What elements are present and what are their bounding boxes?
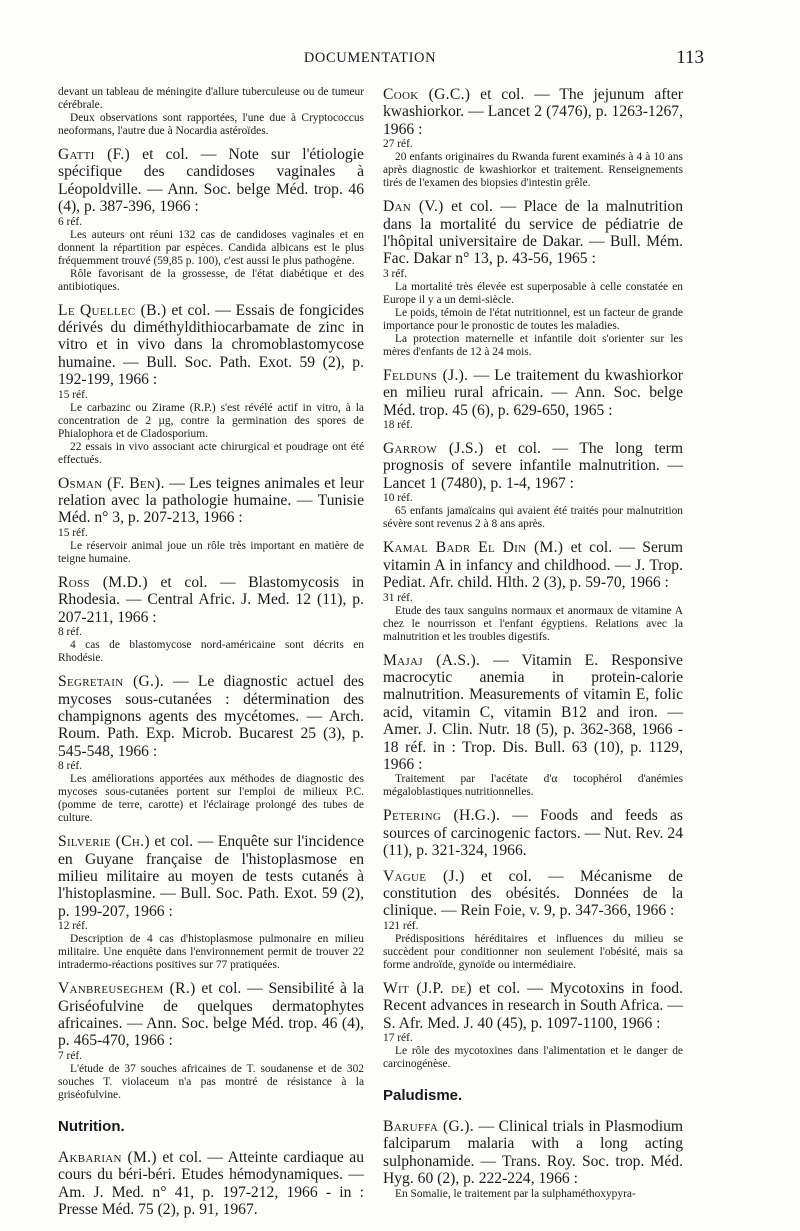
entry-text: et col. — Essais de fongicides dérivés du diméthyldithiocarbamate de zinc in vitro et in vivo dans la chromoblastomycose humaine. — Bull. Soc. Path. Exot. 59 (2), p. 192-199, 1966 : bbox=[58, 301, 365, 389]
abstract-line: 20 enfants originaires du Rwanda furent examinés à 4 à 10 ans après diagnostic de kwashiorkor et traitement. Renseignements tirés de l'examen des biopsies d'intestin grêle. bbox=[383, 151, 683, 190]
entry-author: Le Quellec (B.) bbox=[58, 301, 167, 319]
section-heading-nutrition: Nutrition. bbox=[58, 1117, 125, 1135]
entry-ref-count: 27 réf. bbox=[383, 138, 413, 151]
entry-author: Petering (H.G.). bbox=[383, 807, 501, 825]
bibliography-entry bbox=[383, 367, 683, 432]
abstract-line: 22 essais in vivo associant acte chirurgical et poudrage ont été effectués. bbox=[58, 440, 364, 466]
entry-ref-count: 7 réf. bbox=[58, 1049, 83, 1062]
entry-author: Vanbreuseghem (R.) bbox=[58, 980, 196, 998]
bibliography-entry bbox=[58, 1149, 364, 1219]
entry-ref-count: 15 réf. bbox=[58, 526, 88, 539]
abstract-line: Description de 4 cas d'histoplasmose pulmonaire en milieu militaire. Une enquête dans l'environnement permit de trouver 22 intradermo-réactions positives sur 77 pratiquées. bbox=[58, 933, 364, 972]
bibliography-entry bbox=[58, 833, 364, 972]
bibliography-entry bbox=[383, 807, 683, 859]
abstract-line: Le poids, témoin de l'état nutritionnel, est un facteur de grande importance pour le pronostic de toutes les maladies. bbox=[383, 306, 683, 332]
bibliography-entry bbox=[383, 86, 683, 190]
bibliography-entry bbox=[383, 980, 683, 1071]
abstract-line: En Somalie, le traitement par la sulphaméthoxypyra- bbox=[395, 1187, 636, 1200]
entry-ref-count: 31 réf. bbox=[383, 591, 413, 604]
entry-author: Segretain (G.). bbox=[58, 673, 164, 691]
entry-ref-count: 3 réf. bbox=[383, 267, 408, 280]
entry-author: Akbarian (M.) bbox=[58, 1148, 157, 1166]
entry-text: — Clinical trials in Plasmodium falciparum malaria with a long acting sulphonamide. — Trans. Roy. Soc. trop. Méd. Hyg. 60 (2), p. 222-224, 1966 : bbox=[383, 1118, 684, 1188]
bibliography-entry bbox=[383, 198, 683, 359]
abstract-line: 65 enfants jamaïcains qui avaient été traités pour malnutrition sévère sont revenus 2 à 8 ans après. bbox=[383, 505, 683, 531]
abstract-line: Les auteurs ont réuni 132 cas de candidoses vaginales et en donnent la répartition par espèces. Candida albicans est le plus fréquemment trouvé (59,85 p. 100), c'est aussi le plus pathogène. bbox=[58, 228, 364, 267]
right-column bbox=[383, 86, 683, 1209]
abstract-line: Traitement par l'acétate d'α tocophérol d'anémies mégaloblastiques nutritionnelles. bbox=[383, 773, 683, 799]
abstract-line: devant un tableau de méningite d'allure tuberculeuse ou de tumeur cérébrale. bbox=[58, 86, 364, 111]
abstract-line: 4 cas de blastomycose nord-américaine sont décrits en Rhodésie. bbox=[58, 639, 364, 665]
bibliography-entry bbox=[383, 652, 683, 800]
entry-ref-count: 18 réf. bbox=[383, 419, 413, 432]
entry-author: Vague (J.) bbox=[383, 867, 465, 885]
entry-author: Garrow (J.S.) bbox=[383, 440, 484, 458]
entry-ref-count: 12 réf. bbox=[58, 920, 88, 933]
entry-text: — Vitamin E. Responsive macrocytic anemia in protein-calorie malnutrition. Measurements of vitamin E, folic acid, vitamin C, vitamin B12 and iron. — Amer. J. Clin. Nutr. 18 (5), p. 362-368, 1966 - 18 réf. in : Trop. Dis. Bull. 63 (10), p. 1129, 1966 : bbox=[383, 651, 683, 773]
entry-text: — Le traitement du kwashiorkor en milieu rural africain. — Ann. Soc. belge Méd. trop. 45 (6), p. 629-650, 1965 : bbox=[383, 366, 683, 419]
entry-author: Gatti (F.) bbox=[58, 146, 130, 163]
abstract-line: Prédispositions héréditaires et influences du milieu se succèdent pour conditionner non seulement l'obésité, mais sa forme androïde, gynoïde ou intermédiaire. bbox=[383, 932, 683, 971]
entry-ref-count: 15 réf. bbox=[58, 388, 88, 401]
entry-text: — Foods and feeds as sources of carcinogenic factors. — Nut. Rev. 24 (11), p. 321-324, 1966. bbox=[383, 807, 683, 860]
entry-text: et col. — Blastomycosis in Rhodesia. — Central Afric. J. Med. 12 (11), p. 207-211, 1966 : bbox=[58, 573, 364, 626]
abstract-line: Etude des taux sanguins normaux et anormaux de vitamine A chez le nourrisson et l'enfant égyptiens. Relations avec la malnutrition et les troubles digestifs. bbox=[383, 604, 683, 643]
left-column bbox=[58, 86, 364, 1226]
entry-ref-count: 8 réf. bbox=[58, 760, 83, 773]
entry-text: et col. — Enquête sur l'incidence en Guyane française de l'histoplasmose en milieu militaire au moyen de tests cutanés à l'histoplasmine. — Bull. Soc. Path. Exot. 59 (2), p. 199-207, 1966 : bbox=[58, 833, 365, 920]
entry-author: Felduns (J.). bbox=[383, 366, 469, 384]
entry-text: et col. — Mycotoxins in food. Recent advances in research in South Africa. — S. Afr. Med. J. 40 (45), p. 1097-1100, 1966 : bbox=[383, 979, 684, 1032]
bibliography-entry bbox=[58, 980, 364, 1102]
bibliography-entry bbox=[58, 574, 364, 665]
bibliography-entry bbox=[58, 673, 364, 825]
entry-author: Baruffa (G.). bbox=[383, 1118, 474, 1135]
entry-text: et col. — Mécanisme de constitution des obésités. Données de la clinique. — Rein Foie, v. 9, p. 347-366, 1966 : bbox=[383, 867, 683, 920]
entry-author: Kamal Badr El Din (M.) bbox=[383, 539, 564, 557]
bibliography-entry bbox=[58, 302, 364, 467]
entry-text: et col. — The long term prognosis of severe infantile malnutrition. — Lancet 1 (7480), p. 1-4, 1967 : bbox=[383, 440, 683, 492]
entry-author: Osman (F. Ben). bbox=[58, 474, 165, 492]
entry-text: et col. — Place de la malnutrition dans la mortalité du service de pédiatrie de l'hôpital universitaire de Dakar. — Bull. Mém. Fac. Dakar n° 13, p. 43-56, 1965 : bbox=[383, 198, 684, 268]
entry-ref-count: 10 réf. bbox=[383, 492, 413, 505]
bibliography-entry bbox=[58, 146, 364, 294]
entry-ref-count: 8 réf. bbox=[58, 626, 83, 639]
entry-author: Ross (M.D.) bbox=[58, 573, 148, 591]
bibliography-entry bbox=[383, 868, 683, 972]
abstract-line: Le rôle des mycotoxines dans l'alimentation et le danger de carcinogénèse. bbox=[383, 1045, 683, 1070]
page-header bbox=[0, 47, 800, 74]
abstract-line: La mortalité très élevée est superposable à celle constatée en Europe il y a un demi-siècle. bbox=[383, 280, 683, 306]
entry-text: et col. — The jejunum after kwashiorkor. — Lancet 2 (7476), p. 1263-1267, 1966 : bbox=[383, 86, 683, 138]
running-title: DOCUMENTATION bbox=[303, 50, 437, 66]
abstract-line: Deux observations sont rapportées, l'une due à Cryptococcus neoformans, l'autre due à Nocardia astéroïdes. bbox=[58, 112, 364, 137]
abstract-line: Le réservoir animal joue un rôle très important en matière de teigne humaine. bbox=[58, 539, 364, 565]
bibliography-entry bbox=[383, 440, 683, 531]
abstract-line: Le carbazinc ou Zirame (R.P.) s'est révélé actif in vitro, à la concentration de 2 µg, contre la germination des spores de Phialophora et de Cladosporium. bbox=[58, 401, 364, 440]
entry-author: Cook (G.C.) bbox=[383, 86, 471, 103]
abstract-line: Rôle favorisant de la grossesse, de l'état diabétique et des antibiotiques. bbox=[58, 267, 364, 293]
entry-ref-count: 121 réf. bbox=[383, 919, 419, 932]
entry-author: Dan (V.) bbox=[383, 198, 444, 216]
entry-author: Silverie (Ch.) bbox=[58, 833, 150, 851]
section-heading-paludisme: Paludisme. bbox=[383, 1087, 463, 1104]
bibliography-entry bbox=[58, 475, 364, 566]
bibliography-entry bbox=[383, 539, 683, 643]
entry-text: — Les teignes animales et leur relation avec la pathologie humaine. — Tunisie Méd. n° 3, p. 207-213, 1966 : bbox=[58, 474, 364, 527]
entry-text: — Le diagnostic actuel des mycoses sous-cutanées : détermination des champignons agents des mycétomes. — Arch. Roum. Path. Exp. Microb. Bucarest 25 (3), p. 545-548, 1966 : bbox=[58, 673, 364, 760]
entry-author: Wit (J.P. de) bbox=[383, 979, 472, 997]
bibliography-entry bbox=[383, 1118, 683, 1201]
entry-text: et col. — Sensibilité à la Griséofulvine de quelques dermatophytes africaines. — Ann. Soc. belge Méd. trop. 46 (4), p. 465-470, 1966 : bbox=[58, 980, 364, 1050]
abstract-line: La protection maternelle et infantile doit s'orienter sur les mères d'enfants de 12 à 24 mois. bbox=[383, 332, 683, 358]
entry-ref-count: 17 réf. bbox=[383, 1032, 413, 1044]
entry-ref-count: 6 réf. bbox=[58, 215, 83, 228]
abstract-line: Les améliorations apportées aux méthodes de diagnostic des mycoses sous-cutanées portent sur l'emploi de milieux P.C. (pomme de terre, carotte) et l'éclairage prolongé des tubes de culture. bbox=[58, 773, 364, 825]
page-number: 113 bbox=[676, 47, 704, 68]
intro-fragment bbox=[58, 86, 364, 138]
entry-text: et col. — Atteinte cardiaque au cours du béri-béri. Etudes hémodynamiques. — Am. J. Med. n° 41, p. 197-212, 1966 - in : Presse Méd. 75 (2), p. 91, 1967. bbox=[58, 1148, 365, 1218]
entry-text: et col. — Serum vitamin A in infancy and childhood. — J. Trop. Pediat. Afr. child. Hlth. 2 (3), p. 59-70, 1966 : bbox=[383, 539, 683, 592]
entry-text: et col. — Note sur l'étiologie spécifique des candidoses vaginales à Léopoldville. — Ann. Soc. belge Méd. trop. 46 (4), p. 387-396, 1966 : bbox=[58, 146, 364, 216]
entry-author: Majaj (A.S.). bbox=[383, 651, 481, 669]
abstract-line: L'étude de 37 souches africaines de T. soudanense et de 302 souches T. violaceum n'a pas montré de résistance à la griséofulvine. bbox=[58, 1062, 364, 1101]
